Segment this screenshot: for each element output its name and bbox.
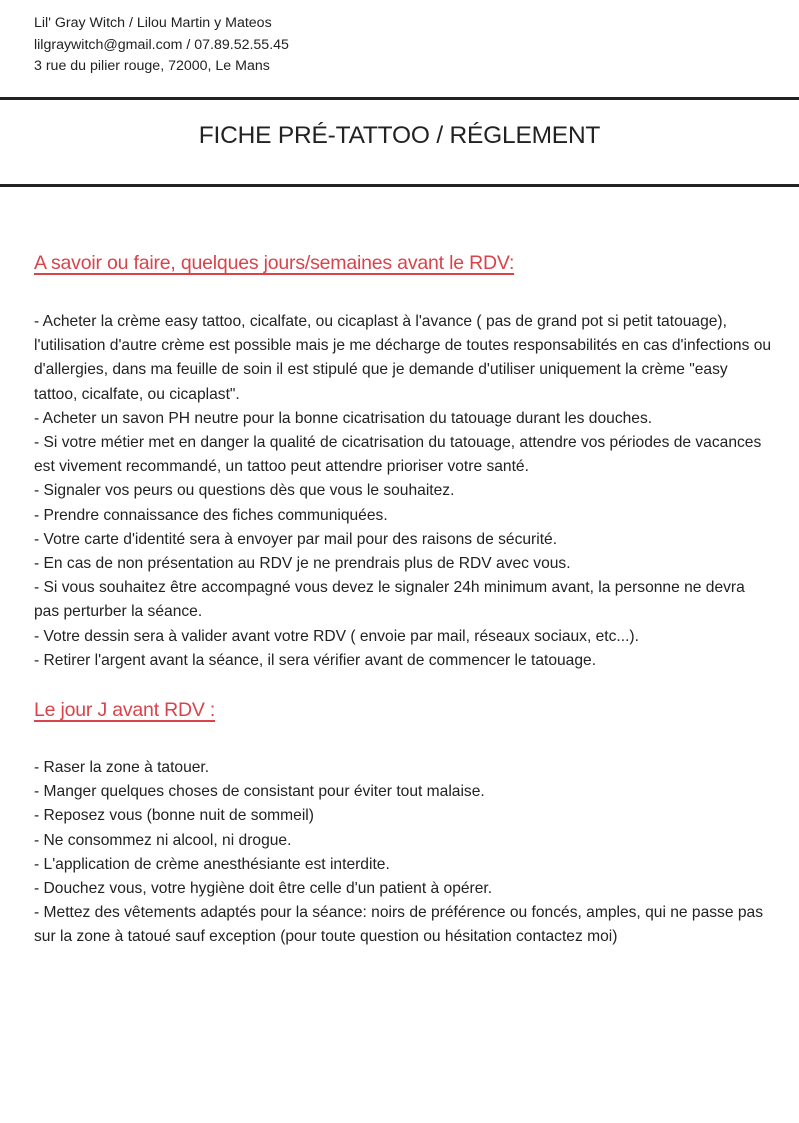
list-item: - Mettez des vêtements adaptés pour la séance: noirs de préférence ou foncés, amples, qui ne passe pas sur la zone à tatoué sauf exception (pour toute question ou hésitation contactez moi) [34, 904, 764, 946]
list-item: - Retirer l'argent avant la séance, il sera vérifier avant de commencer le tatouage. [34, 651, 597, 669]
list-item: - Si votre métier met en danger la qualité de cicatrisation du tatouage, attendre vos périodes de vacances est vivement recommandé, un tattoo peut attendre prioriser votre santé. [34, 434, 762, 476]
list-item: - Ne consommez ni alcool, ni drogue. [34, 831, 292, 849]
section-heading-before-appointment: A savoir ou faire, quelques jours/semaines avant le RDV: [34, 252, 515, 274]
top-divider [0, 97, 799, 100]
list-item: - Douchez vous, votre hygiène doit être celle d'un patient à opérer. [34, 880, 493, 898]
list-item: - Votre carte d'identité sera à envoyer par mail pour des raisons de sécurité. [34, 530, 558, 548]
list-item: - Si vous souhaitez être accompagné vous devez le signaler 24h minimum avant, la personne ne devra pas perturber la séance. [34, 579, 745, 621]
list-item: - Acheter la crème easy tattoo, cicalfate, ou cicaplast à l'avance ( pas de grand pot si petit tatouage), l'utilisation d'autre crème est possible mais je me décharge de toutes responsabilités en cas d'infections ou d'allergies, dans ma feuille de soin il est stipulé que je demande d'utiliser uniquement la crème "easy tattoo, cicalfate, ou cicaplast". [34, 313, 772, 403]
list-item: - Signaler vos peurs ou questions dès que vous le souhaitez. [34, 482, 455, 500]
section-heading-appointment-day: Le jour J avant RDV : [34, 699, 216, 721]
list-item: - Reposez vous (bonne nuit de sommeil) [34, 807, 314, 825]
address-line: 3 rue du pilier rouge, 72000, Le Mans [34, 58, 270, 74]
page-title: FICHE PRÉ-TATTOO / RÉGLEMENT [198, 122, 601, 149]
contact-line: lilgraywitch@gmail.com / 07.89.52.55.45 [34, 36, 289, 53]
contact-header [34, 13, 289, 78]
list-item: - Votre dessin sera à valider avant votre RDV ( envoie par mail, réseaux sociaux, etc...). [34, 627, 639, 645]
list-item: - Prendre connaissance des fiches communiquées. [34, 506, 388, 524]
artist-name: Lil' Gray Witch / Lilou Martin y Mateos [34, 15, 272, 31]
list-item: - L'application de crème anesthésiante est interdite. [34, 855, 390, 873]
list-item: - Acheter un savon PH neutre pour la bonne cicatrisation du tatouage durant les douches. [34, 409, 653, 427]
list-item: - En cas de non présentation au RDV je ne prendrais plus de RDV avec vous. [34, 555, 571, 573]
bottom-divider [0, 184, 799, 187]
list-item: - Raser la zone à tatouer. [34, 759, 210, 776]
appointment-day-list [34, 756, 774, 950]
before-appointment-list [34, 310, 774, 673]
list-item: - Manger quelques choses de consistant pour éviter tout malaise. [34, 783, 485, 801]
